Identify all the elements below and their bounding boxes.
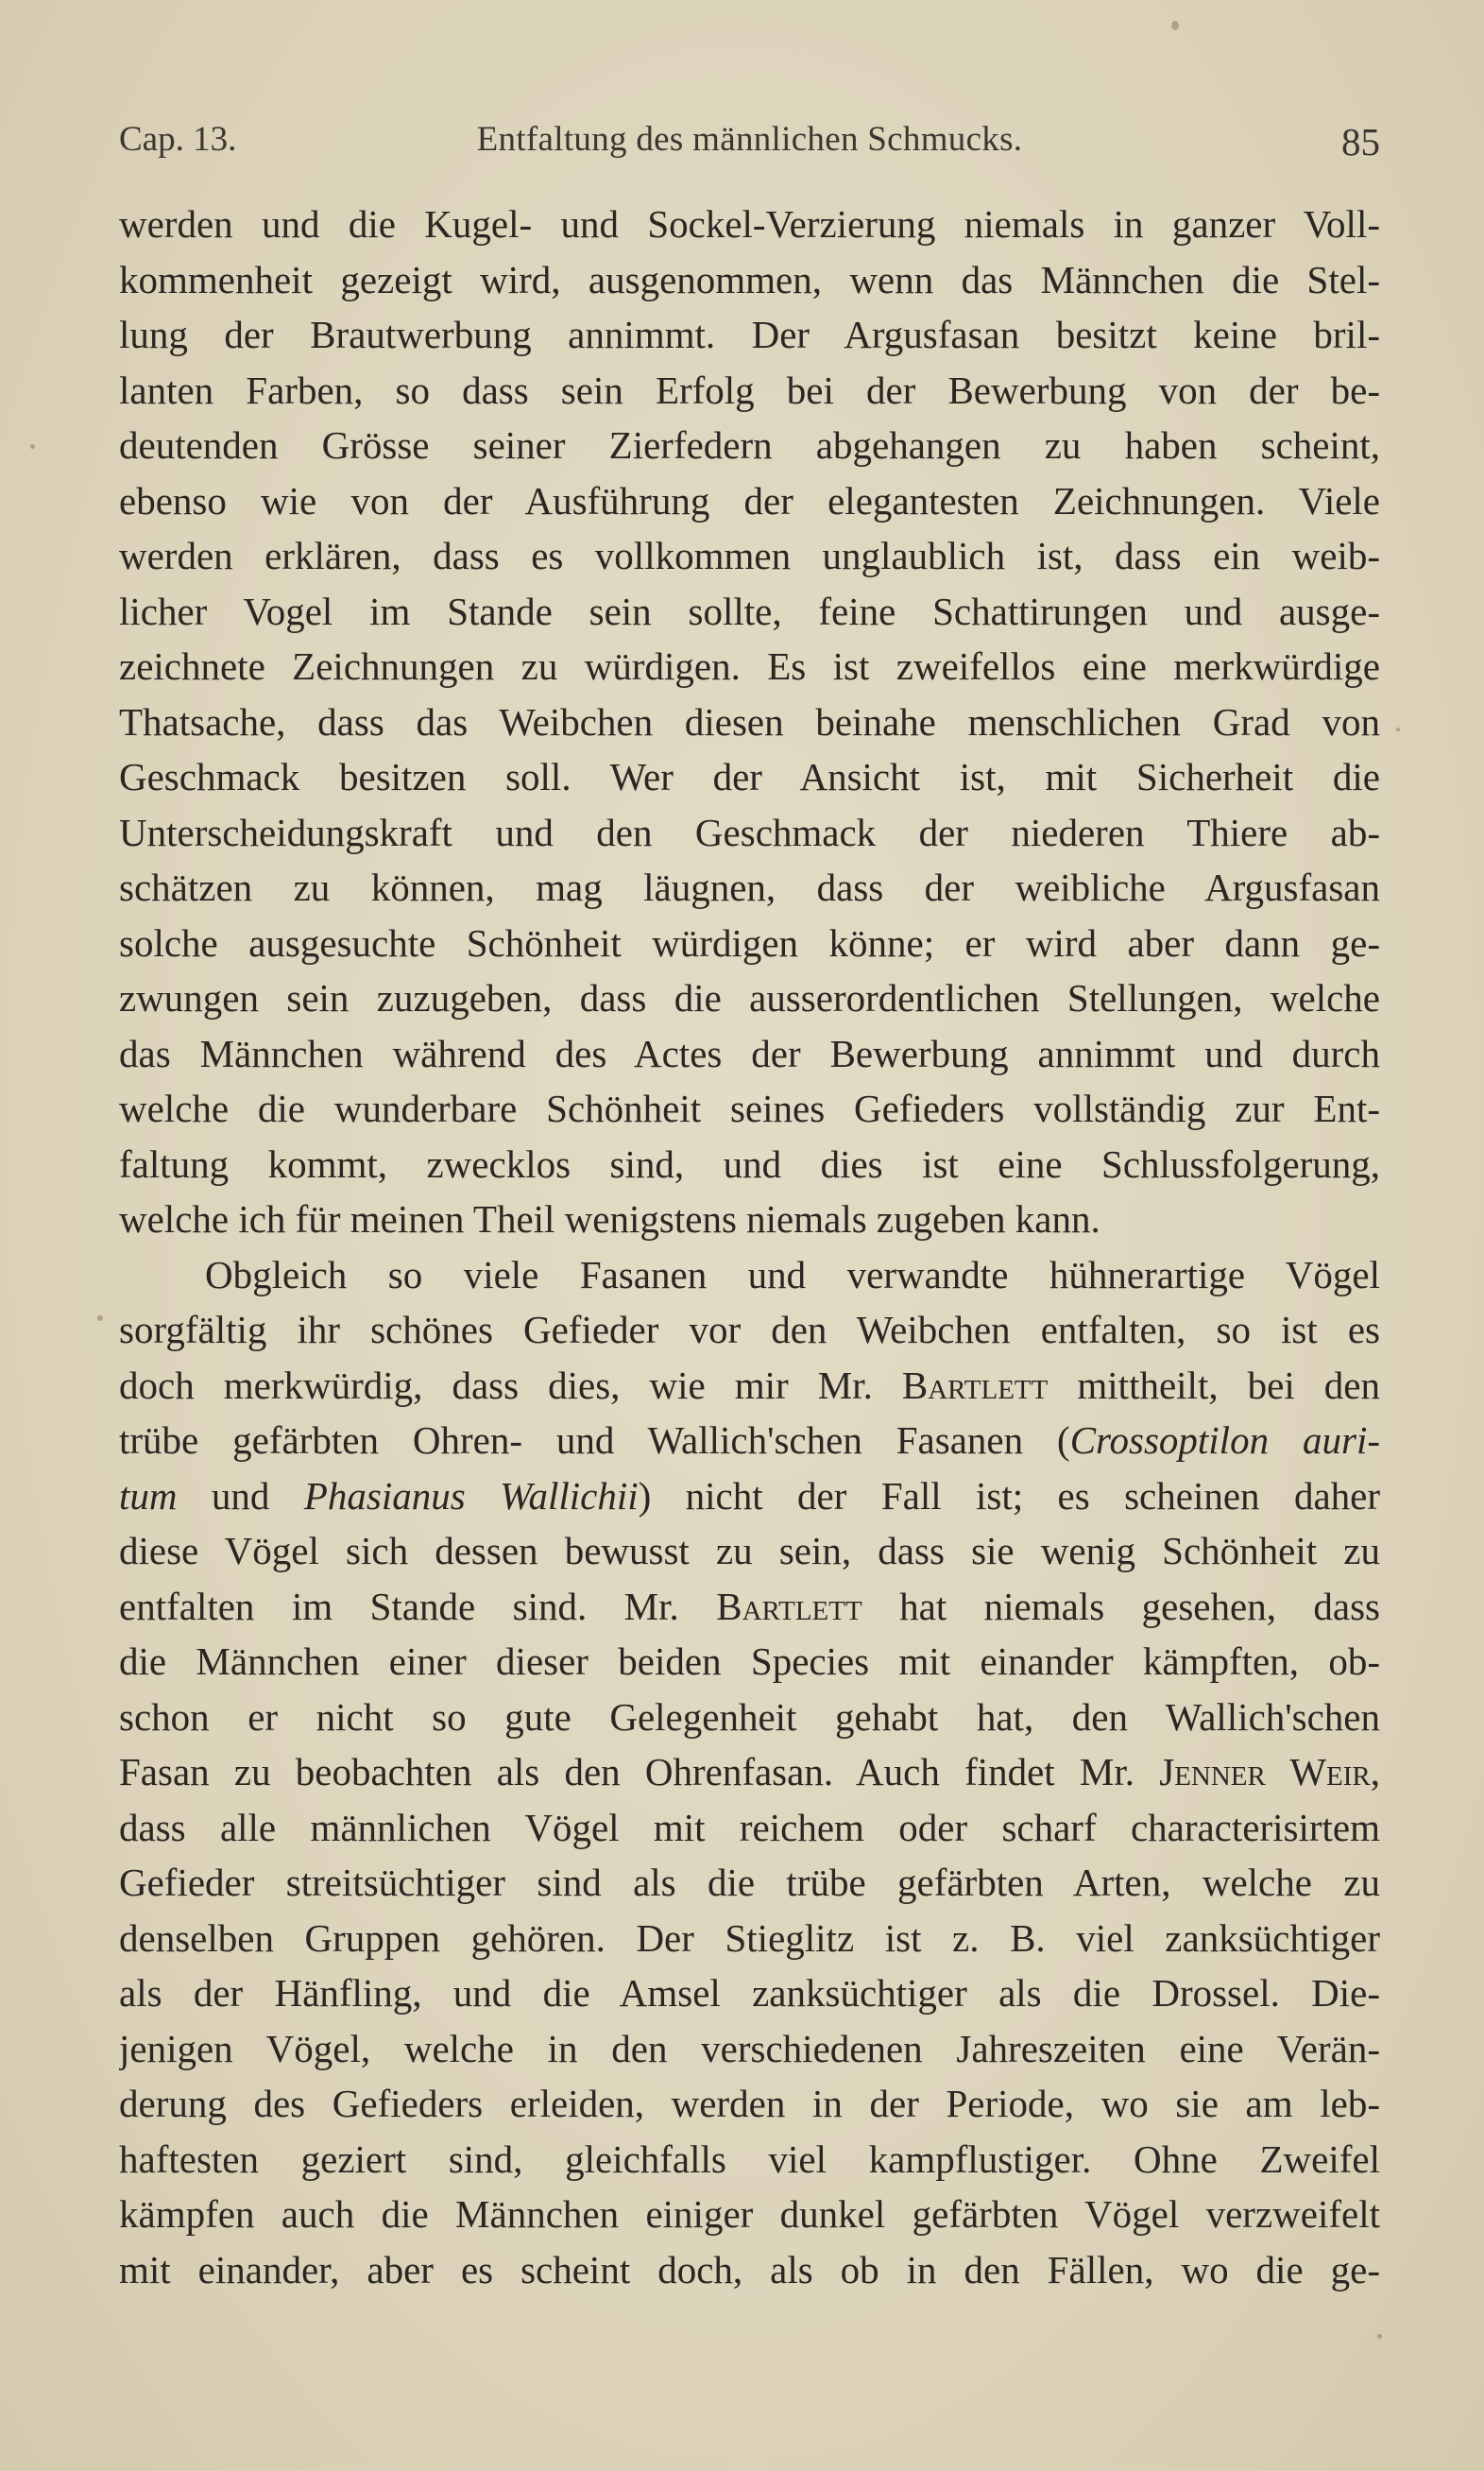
text-line: Geschmack besitzen soll. Wer der Ansicht ist, mit Sicherheit die [119, 755, 1380, 798]
species-name: Phasianus Wallichii [303, 1473, 639, 1518]
text-line: diese Vögel sich dessen bewusst zu sein, dass sie wenig Schönheit zu [119, 1529, 1380, 1572]
text-line: entfalten im Stande sind. Mr. Bartlett hat niemals gesehen, dass [119, 1584, 1380, 1628]
person-name: Bartlett [901, 1363, 1049, 1407]
text-line: solche ausgesuchte Schönheit würdigen könne; er wird aber dann ge- [119, 920, 1380, 965]
paper-speck [97, 1315, 103, 1321]
text-line: Gefieder streitsüchtiger sind als die trübe gefärbten Arten, welche zu [119, 1861, 1380, 1904]
paper-speck [1377, 2334, 1382, 2339]
text-line: haftesten geziert sind, gleichfalls viel kampflustiger. Ohne Zweifel [119, 2136, 1380, 2181]
text-line: zwungen sein zuzugeben, dass die ausserordentlichen Stellungen, welche [119, 976, 1380, 1020]
text-line: werden erklären, dass es vollkommen unglaublich ist, dass ein weib- [119, 534, 1380, 577]
text-line: zeichnete Zeichnungen zu würdigen. Es ist zweifellos eine merkwürdige [119, 644, 1380, 688]
text-line: Thatsache, dass das Weibchen diesen beinahe menschlichen Grad von [119, 699, 1380, 744]
text-line: ebenso wie von der Ausführung der elegantesten Zeichnungen. Viele [119, 478, 1380, 523]
running-title: Entfaltung des männlichen Schmucks. [476, 120, 1023, 159]
text-line: werden und die Kugel- und Sockel-Verzierung niemals in ganzer Voll- [119, 202, 1380, 246]
text-line: deutenden Grösse seiner Zierfedern abgehangen zu haben scheint, [119, 423, 1380, 467]
text-line: kämpfen auch die Männchen einiger dunkel gefärbten Vögel verzweifelt [119, 2192, 1380, 2236]
text-line: sorgfältig ihr schönes Gefieder vor den Weibchen entfalten, so ist es [119, 1308, 1380, 1351]
paper-speck [30, 444, 35, 449]
text-line: derung des Gefieders erleiden, werden in der Periode, wo sie am leb- [119, 2082, 1380, 2125]
text-line: schätzen zu können, mag läugnen, dass der weibliche Argusfasan [119, 866, 1380, 909]
text-line: Unterscheidungskraft und den Geschmack der niederen Thiere ab- [119, 810, 1380, 854]
text-line: denselben Gruppen gehören. Der Stieglitz ist z. B. viel zanksüchtiger [119, 1915, 1380, 1960]
text-line: als der Hänfling, und die Amsel zanksüchtiger als die Drossel. Die- [119, 1971, 1380, 2015]
text-line: mit einander, aber es scheint doch, als ob in den Fällen, wo die ge- [119, 2247, 1380, 2291]
text-line: tum und Phasianus Wallichii) nicht der Fall ist; es scheinen daher [119, 1473, 1380, 1518]
text-line: dass alle männlichen Vögel mit reichem oder scharf characterisirtem [119, 1805, 1380, 1849]
text-line: das Männchen während des Actes der Bewerbung annimmt und durch [119, 1031, 1380, 1075]
text-line: Fasan zu beobachten als den Ohrenfasan. Auch findet Mr. Jenner Weir, [119, 1750, 1380, 1793]
paper-speck [1171, 21, 1179, 30]
text-line: schon er nicht so gute Gelegenheit gehabt hat, den Wallich'schen [119, 1694, 1380, 1739]
person-name: Jenner Weir [1159, 1750, 1371, 1793]
person-name: Bartlett [716, 1584, 862, 1628]
text-line: die Männchen einer dieser beiden Species mit einander kämpften, ob- [119, 1639, 1380, 1683]
text-line: lanten Farben, so dass sein Erfolg bei der Bewerbung von der be- [119, 368, 1380, 412]
species-name: tum [119, 1473, 178, 1518]
page-number: 85 [1341, 120, 1380, 163]
paragraph-end-line: welche ich für meinen Theil wenigstens niemals zugeben kann. [119, 1197, 1100, 1241]
text-line: licher Vogel im Stande sein sollte, feine Schattirungen und ausge- [119, 589, 1380, 633]
text-line: lung der Brautwerbung annimmt. Der Argusfasan besitzt keine bril- [119, 313, 1380, 356]
text-line: welche die wunderbare Schönheit seines Gefieders vollständig zur Ent- [119, 1087, 1380, 1130]
body-text [119, 197, 1380, 2297]
paragraph-start-line: Obgleich so viele Fasanen und verwandte hühnerartige Vögel [205, 1252, 1380, 1296]
text-line: trübe gefärbten Ohren- und Wallich'schen Fasanen (Crossoptilon auri- [119, 1418, 1380, 1462]
paper-speck [1396, 728, 1400, 731]
text-line: kommenheit gezeigt wird, ausgenommen, wenn das Männchen die Stel- [119, 257, 1380, 301]
chapter-label: Cap. 13. [119, 120, 237, 159]
text-line: faltung kommt, zwecklos sind, und dies ist eine Schlussfolgerung, [119, 1141, 1380, 1186]
text-line: doch merkwürdig, dass dies, wie mir Mr. Bartlett mittheilt, bei den [119, 1363, 1380, 1407]
species-name: Crossoptilon auri- [1069, 1418, 1380, 1462]
running-header [119, 119, 1380, 166]
text-line: jenigen Vögel, welche in den verschiedenen Jahreszeiten eine Verän- [119, 2026, 1380, 2070]
